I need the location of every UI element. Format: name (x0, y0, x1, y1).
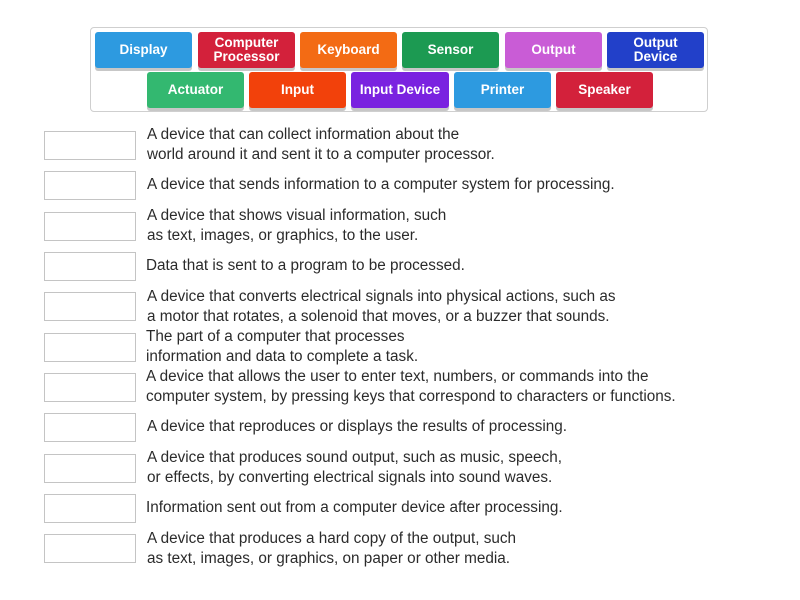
tile-label: Speaker (578, 82, 631, 97)
tile-display[interactable] (95, 32, 192, 68)
definition-line: information and data to complete a task. (146, 347, 419, 365)
answer-drop-box[interactable] (44, 171, 136, 200)
tile-actuator[interactable] (147, 72, 244, 108)
tile-keyboard[interactable] (300, 32, 397, 68)
tile-input-device[interactable] (351, 72, 449, 108)
answer-drop-box[interactable] (44, 373, 136, 402)
definition-text (147, 206, 446, 245)
definition-line: Data that is sent to a program to be processed. (146, 257, 465, 274)
tile-output-device[interactable] (607, 32, 704, 68)
answer-drop-box[interactable] (44, 131, 136, 160)
tile-speaker[interactable] (556, 72, 653, 108)
answer-drop-box[interactable] (44, 212, 136, 241)
answer-drop-box[interactable] (44, 252, 136, 281)
definition-text (146, 256, 465, 276)
definition-line: A device that reproduces or displays the results of processing. (147, 418, 568, 435)
tile-label: Input Device (359, 82, 441, 97)
definition-text (147, 175, 615, 195)
definition-line: A device that shows visual information, such (147, 207, 447, 224)
definition-text (146, 498, 563, 518)
definition-line: as text, images, or graphics, on paper or other media. (147, 549, 511, 567)
definition-text (147, 417, 567, 437)
definition-line: A device that sends information to a computer system for processing. (147, 176, 615, 193)
tile-label: Display (119, 42, 168, 57)
definition-line: The part of a computer that processes (146, 328, 405, 345)
definition-text (147, 287, 616, 326)
definition-line: world around it and sent it to a computer processor. (147, 145, 495, 163)
definition-text (147, 125, 495, 164)
tile-input[interactable] (249, 72, 346, 108)
tile-output[interactable] (505, 32, 602, 68)
definition-text (146, 367, 676, 406)
answer-drop-box[interactable] (44, 292, 136, 321)
definition-text (147, 529, 516, 568)
tile-label: Input (281, 82, 314, 97)
tile-label: Computer Processor (213, 35, 280, 64)
tile-printer[interactable] (454, 72, 551, 108)
tile-sensor[interactable] (402, 32, 499, 68)
definition-line: or effects, by converting electrical signals into sound waves. (147, 468, 553, 486)
definition-text (146, 327, 418, 366)
definition-line: Information sent out from a computer device after processing. (146, 499, 563, 516)
tile-bank (90, 27, 708, 112)
tile-label: Output (531, 42, 576, 57)
tile-label: Actuator (167, 82, 224, 97)
answer-drop-box[interactable] (44, 454, 136, 483)
definition-line: A device that converts electrical signals into physical actions, such as (147, 288, 616, 305)
definition-line: A device that allows the user to enter text, numbers, or commands into the (146, 368, 649, 385)
answer-drop-box[interactable] (44, 333, 136, 362)
tile-label: Sensor (427, 42, 474, 57)
answer-drop-box[interactable] (44, 494, 136, 523)
tile-computer-processor[interactable] (198, 32, 295, 68)
definition-line: A device that produces sound output, such as music, speech, (147, 449, 562, 466)
answer-drop-box[interactable] (44, 413, 136, 442)
definition-line: A device that can collect information about the (147, 126, 460, 143)
tile-label: Keyboard (317, 42, 380, 57)
definition-line: a motor that rotates, a solenoid that moves, or a buzzer that sounds. (147, 307, 610, 325)
definition-line: A device that produces a hard copy of the output, such (147, 530, 517, 547)
tile-label: Printer (480, 82, 525, 97)
definition-text (147, 448, 562, 487)
tile-label: Output Device (633, 35, 678, 64)
definition-line: computer system, by pressing keys that correspond to characters or functions. (146, 387, 676, 405)
answer-drop-box[interactable] (44, 534, 136, 563)
definition-line: as text, images, or graphics, to the user. (147, 226, 419, 244)
